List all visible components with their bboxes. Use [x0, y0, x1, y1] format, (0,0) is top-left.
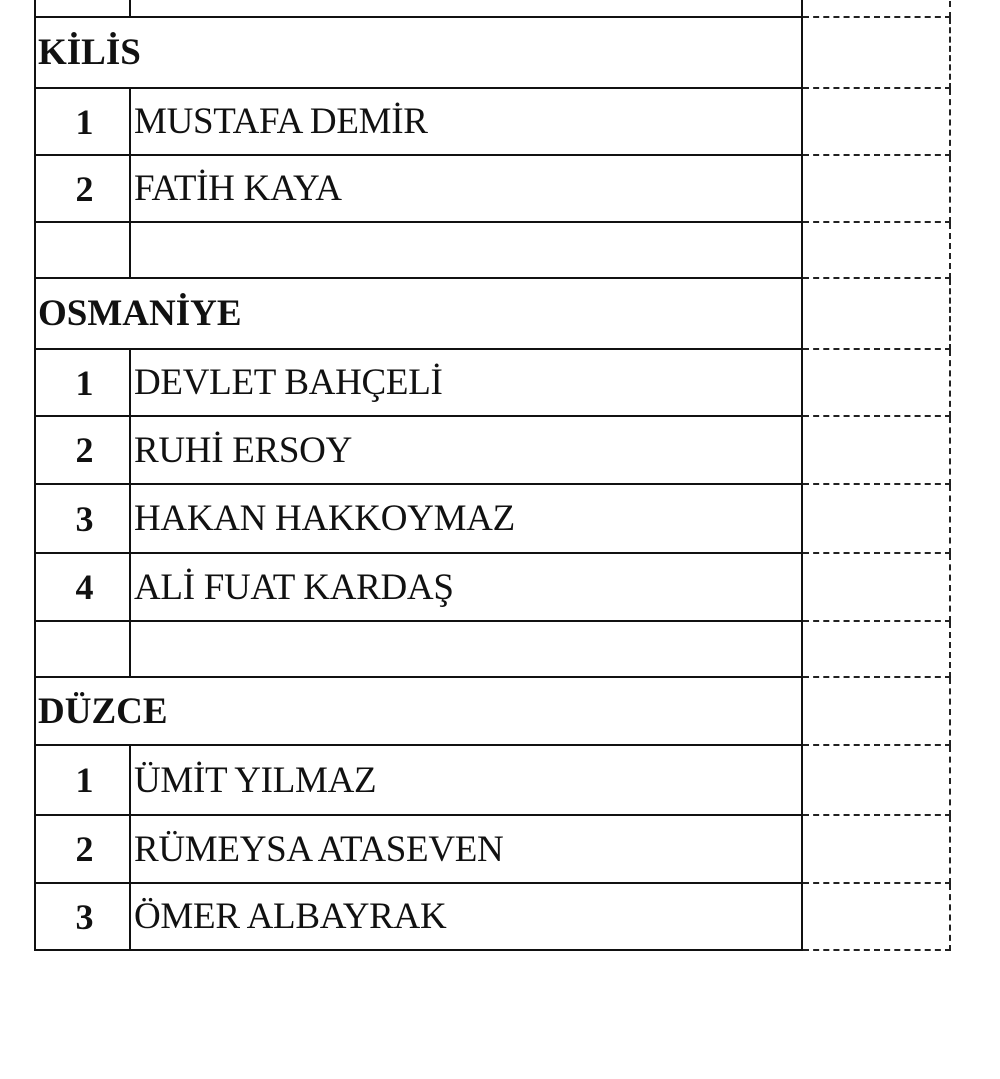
- blank-column-cell: [803, 622, 951, 678]
- row-number-cell: [34, 0, 131, 18]
- candidate-name-cell: HAKAN HAKKOYMAZ: [131, 485, 803, 554]
- blank-column-cell: [803, 554, 951, 622]
- blank-column-cell: [803, 156, 951, 223]
- blank-column-cell: [803, 0, 951, 18]
- candidate-name-cell: RUHİ ERSOY: [131, 417, 803, 485]
- province-name: KİLİS: [34, 18, 803, 89]
- table-row: [0, 350, 1000, 417]
- candidate-name-cell: FATİH KAYA: [131, 156, 803, 223]
- row-number-cell: 1: [34, 746, 131, 816]
- province-name: DÜZCE: [34, 678, 803, 746]
- row-number-cell: 3: [34, 485, 131, 554]
- row-number-cell: [34, 223, 131, 279]
- blank-column-cell: [803, 89, 951, 156]
- province-header-row: [0, 18, 1000, 89]
- candidate-name-cell: DEVLET BAHÇELİ: [131, 350, 803, 417]
- candidate-name-cell: RÜMEYSA ATASEVEN: [131, 816, 803, 884]
- row-number-cell: 3: [34, 884, 131, 951]
- blank-column-cell: [803, 746, 951, 816]
- table-row-partial: [0, 0, 1000, 18]
- spacer-row: [0, 622, 1000, 678]
- table-row: [0, 156, 1000, 223]
- blank-column-cell: [803, 417, 951, 485]
- province-name: OSMANİYE: [34, 279, 803, 350]
- candidate-name-cell: MUSTAFA DEMİR: [131, 89, 803, 156]
- candidate-name-cell: ÖMER ALBAYRAK: [131, 884, 803, 951]
- row-number-cell: 1: [34, 89, 131, 156]
- province-header-row: [0, 279, 1000, 350]
- table-row: [0, 89, 1000, 156]
- candidate-name-cell: ÜMİT YILMAZ: [131, 746, 803, 816]
- spacer-row: [0, 223, 1000, 279]
- row-number-cell: 4: [34, 554, 131, 622]
- row-number-cell: 1: [34, 350, 131, 417]
- row-number-cell: 2: [34, 816, 131, 884]
- table-row: [0, 816, 1000, 884]
- province-header-row: [0, 678, 1000, 746]
- candidate-name-cell: ALİ FUAT KARDAŞ: [131, 554, 803, 622]
- row-number-cell: 2: [34, 417, 131, 485]
- blank-column-cell: [803, 279, 951, 350]
- blank-column-cell: [803, 350, 951, 417]
- table-row: [0, 417, 1000, 485]
- blank-column-cell: [803, 223, 951, 279]
- blank-column-cell: [803, 884, 951, 951]
- candidate-name-cell: [131, 0, 803, 18]
- candidate-name-cell: [131, 622, 803, 678]
- blank-column-cell: [803, 678, 951, 746]
- row-number-cell: [34, 622, 131, 678]
- table-row: [0, 485, 1000, 554]
- candidate-name-cell: [131, 223, 803, 279]
- row-number-cell: 2: [34, 156, 131, 223]
- table-row: [0, 884, 1000, 951]
- blank-column-cell: [803, 18, 951, 89]
- blank-column-cell: [803, 485, 951, 554]
- table-row: [0, 554, 1000, 622]
- blank-column-cell: [803, 816, 951, 884]
- table-row: [0, 746, 1000, 816]
